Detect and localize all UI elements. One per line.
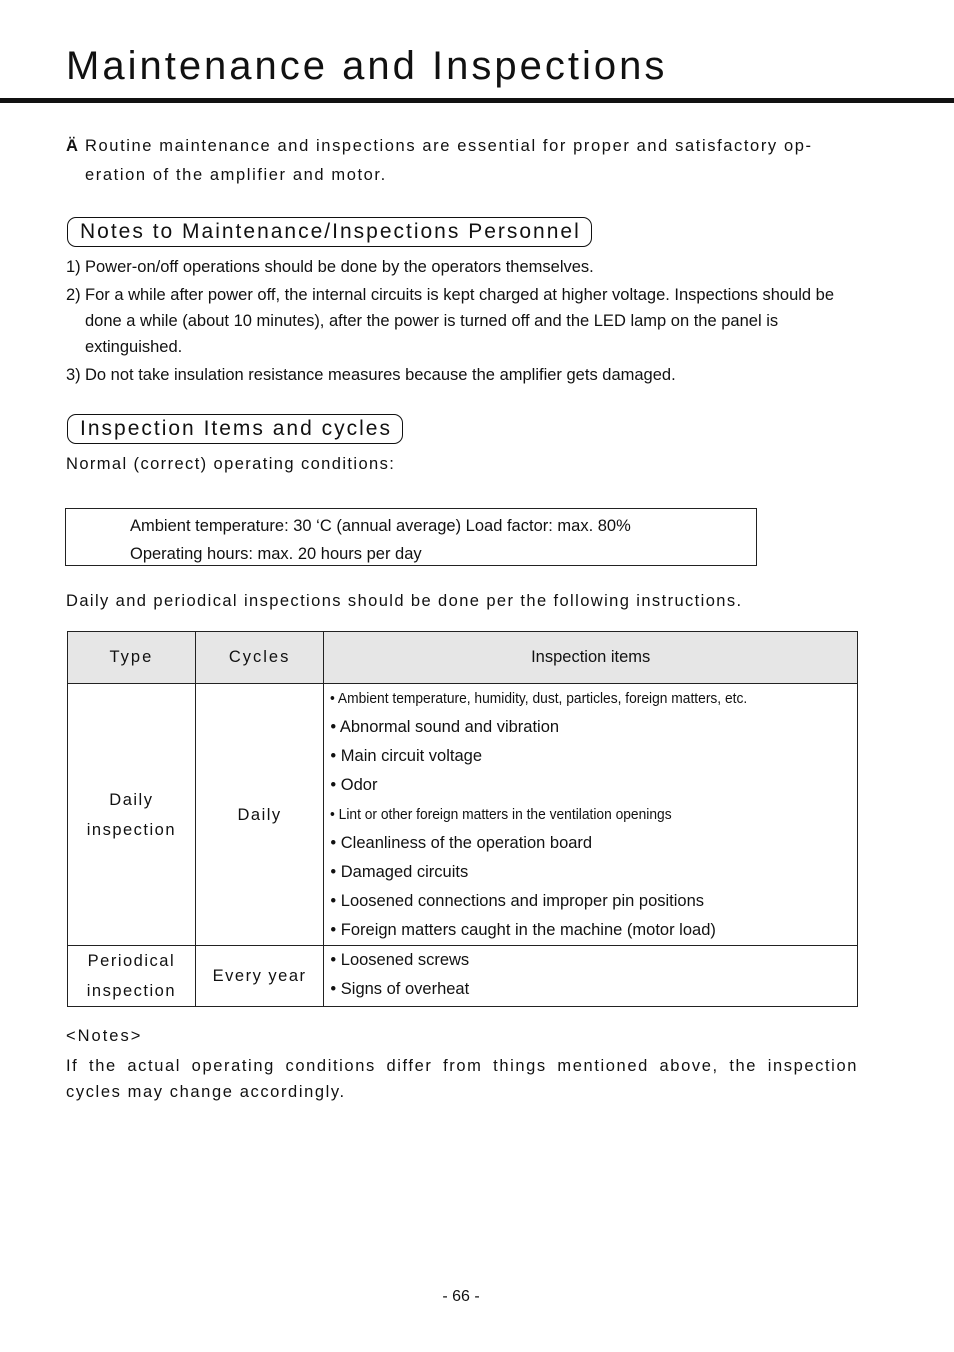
cycle-cell: Every year [195,946,324,1007]
inspection-item: • Loosened connections and improper pin positions [330,892,705,910]
condition-line: Operating hours: max. 20 hours per day [130,545,422,563]
list-text: For a while after power off, the internal circuits is kept charged at higher voltage. Inspections should be done a while (about 10 minutes), after the power is turned off and the LED lamp on the panel is extinguished. [85,286,835,356]
section-heading-notes-personnel: Notes to Maintenance/Inspections Personnel [67,217,592,247]
intro-paragraph [66,132,858,190]
table-row [68,946,858,1007]
list-item [66,254,861,280]
notes-body: If the actual operating conditions differ from things mentioned above, the inspection cycles may change accordingly. [66,1057,858,1101]
list-text: Power-on/off operations should be done by the operators themselves. [85,258,594,276]
items-cell [324,946,858,1007]
inspection-item: • Foreign matters caught in the machine (motor load) [330,921,716,939]
table-row [68,684,858,946]
inspection-table [67,631,858,1007]
header-type: Type [68,632,196,684]
list-item [66,362,861,388]
inspection-item: • Odor [330,776,378,794]
type-cell [68,946,196,1007]
intro-text: Routine maintenance and inspections are essential for proper and satisfactory op- eration of the amplifier and motor. [85,137,813,184]
type-cell [68,684,196,946]
inspection-item: • Loosened screws [330,951,470,969]
page-title: Maintenance and Inspections [66,44,668,88]
cycle-cell: Daily [195,684,324,946]
inspection-item: • Ambient temperature, humidity, dust, particles, foreign matters, etc. [330,690,748,707]
inspection-item: • Main circuit voltage [330,747,482,765]
type-line: inspection [86,982,177,1000]
inspection-intro-text: Daily and periodical inspections should be done per the following instructions. [66,592,743,610]
inspection-item: • Damaged circuits [330,863,469,881]
section-heading-inspection-items: Inspection Items and cycles [67,414,403,444]
items-cell [324,684,858,946]
type-line: Periodical [87,952,176,970]
list-number: 2) [66,286,81,304]
type-line: inspection [86,820,177,839]
header-cycles: Cycles [195,632,324,684]
notes-heading: <Notes> [66,1027,143,1045]
inspection-item: • Lint or other foreign matters in the ventilation openings [330,806,673,823]
list-text: Do not take insulation resistance measures because the amplifier gets damaged. [85,366,676,384]
page-number: - 66 - [442,1288,480,1305]
bullet-mark: Ä [66,137,80,155]
notes-list [66,254,861,390]
title-underline [0,98,954,103]
inspection-item: • Cleanliness of the operation board [330,834,593,852]
condition-line: Ambient temperature: 30 ‘C (annual average) Load factor: max. 80% [130,517,631,535]
list-number: 3) [66,366,81,384]
type-line: Daily [109,790,154,809]
list-number: 1) [66,258,81,276]
inspection-item: • Abnormal sound and vibration [330,718,560,736]
table-header-row [68,632,858,684]
header-inspection-items: Inspection items [324,632,858,684]
list-item [66,282,861,360]
inspection-item: • Signs of overheat [330,980,470,998]
conditions-box [65,508,757,566]
normal-conditions-label: Normal (correct) operating conditions: [66,455,396,473]
